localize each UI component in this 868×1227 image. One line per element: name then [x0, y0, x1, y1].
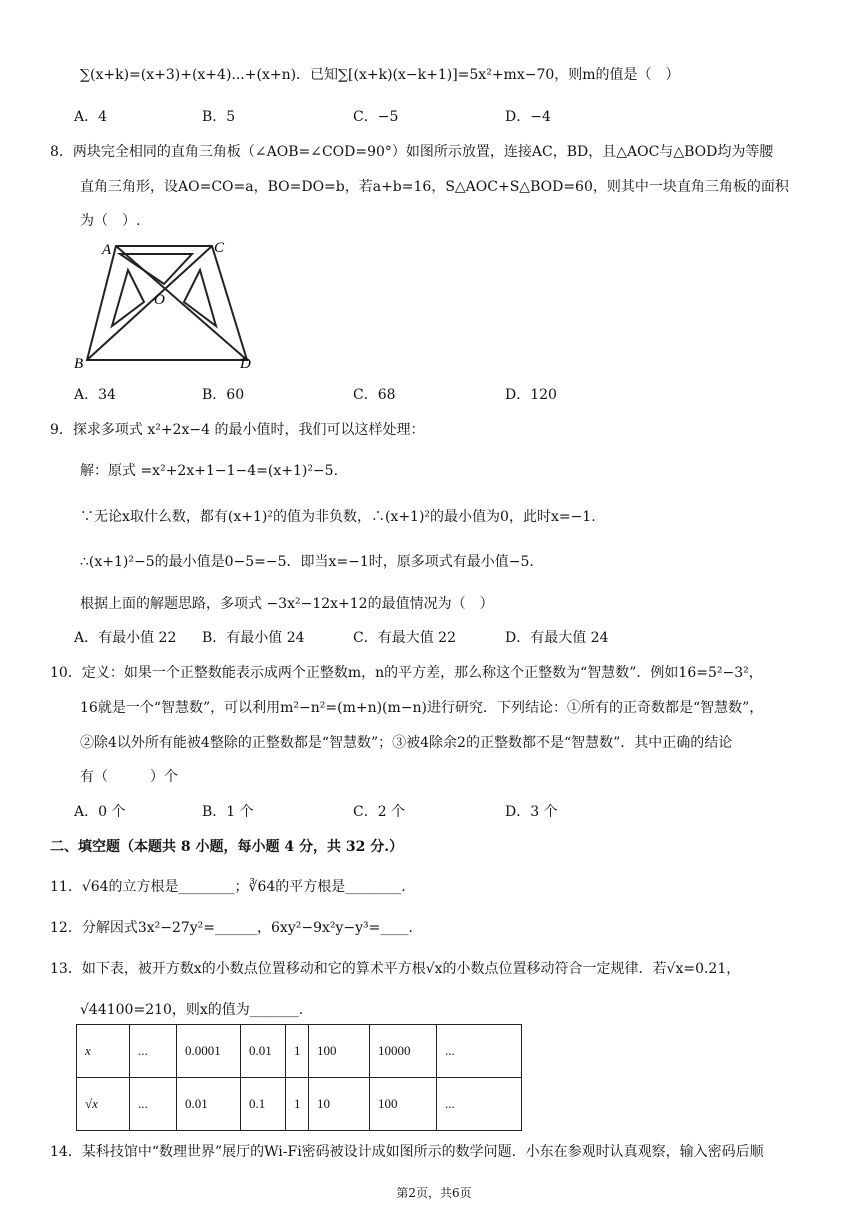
q8-option-b: B．60: [202, 387, 245, 403]
table-cell: 100: [309, 1025, 370, 1078]
q10-line2: 16就是一个“智慧数”，可以利用m²−n²=(m+n)(m−n)进行研究．下列结论：①所有的正奇数都是“智慧数”，: [80, 700, 764, 716]
table-cell: 100: [370, 1078, 437, 1131]
q8-figure: [72, 240, 262, 370]
table-cell: ...: [130, 1078, 177, 1131]
q8-line1: 8．两块完全相同的直角三角板（∠AOB=∠COD=90°）如图所示放置，连接AC，BD，且△AOC与△BOD均为等腰: [50, 144, 774, 160]
table-cell: 10000: [370, 1025, 437, 1078]
q13-line2: √44100=210，则x的值为_______.: [80, 1002, 304, 1018]
q10-option-c: C．2 个: [353, 804, 406, 820]
q10-line3: ②除4以外所有能被4整除的正整数都是“智慧数”；③被4除余2的正整数都不是“智慧数”．其中正确的结论: [80, 735, 733, 751]
figure-label-c: C: [214, 240, 225, 256]
table-row: [77, 1025, 522, 1078]
q12: 12．分解因式3x²−27y²=______，6xy²−9x²y−y³=____.: [50, 920, 413, 936]
q8-option-d: D．120: [505, 387, 557, 403]
q9-line4: ∴(x+1)²−5的最小值是0−5=−5．即当x=−1时，原多项式有最小值−5.: [80, 554, 534, 570]
q10-option-b: B．1 个: [202, 804, 254, 820]
table-cell: x: [77, 1025, 130, 1078]
q9-option-d: D．有最大值 24: [505, 630, 609, 646]
table-cell: 1: [286, 1078, 309, 1131]
q10-line1: 10．定义：如果一个正整数能表示成两个正整数m，n的平方差，那么称这个正整数为“智慧数”．例如16=5²−3²，: [50, 665, 763, 681]
table-cell: 0.0001: [177, 1025, 241, 1078]
table-cell: 10: [309, 1078, 370, 1131]
q7-stem: ∑(x+k)=(x+3)+(x+4)...+(x+n)．已知∑[(x+k)(x−k+1)]=5x²+mx−70，则m的值是（ ）: [80, 67, 680, 83]
table-cell: 0.01: [241, 1025, 286, 1078]
q10-option-d: D．3 个: [505, 804, 558, 820]
table-cell: ...: [437, 1025, 522, 1078]
q9-line1: 9．探求多项式 x²+2x−4 的最小值时，我们可以这样处理：: [50, 422, 425, 438]
figure-label-d: D: [240, 356, 251, 370]
q14: 14．某科技馆中“数理世界”展厅的Wi-Fi密码被设计成如图所示的数学问题．小东在参观时认真观察，输入密码后顺: [50, 1144, 764, 1160]
table-cell: ...: [130, 1025, 177, 1078]
table-cell: 0.1: [241, 1078, 286, 1131]
q13-table: [76, 1024, 522, 1131]
table-cell: ...: [437, 1078, 522, 1131]
q13-line1: 13．如下表，被开方数x的小数点位置移动和它的算术平方根√x的小数点位置移动符合一定规律．若√x=0.21，: [50, 961, 741, 977]
table-cell: 0.01: [177, 1078, 241, 1131]
q9-line3: ∵无论x取什么数，都有(x+1)²的值为非负数，∴(x+1)²的最小值为0，此时x=−1.: [80, 509, 596, 525]
q7-option-d: D．−4: [505, 109, 551, 125]
q8-line2: 直角三角形，设AO=CO=a，BO=DO=b，若a+b=16，S△AOC+S△BOD=60，则其中一块直角三角板的面积: [80, 179, 789, 195]
figure-label-o: O: [154, 292, 165, 308]
q7-option-a: A．4: [74, 109, 108, 125]
figure-label-b: B: [74, 356, 84, 370]
q9-line5: 根据上面的解题思路，多项式 −3x²−12x+12的最值情况为（ ）: [80, 596, 494, 612]
table-cell: 1: [286, 1025, 309, 1078]
q11: 11．√64的立方根是________；∛64的平方根是________.: [50, 879, 406, 895]
table-row: [77, 1078, 522, 1131]
q8-line3: 为（ ）.: [80, 213, 141, 229]
page-footer: 第2页，共6页: [396, 1186, 472, 1200]
q9-line2: 解：原式 =x²+2x+1−1−4=(x+1)²−5.: [80, 463, 339, 479]
q10-option-a: A．0 个: [74, 804, 126, 820]
q8-option-c: C．68: [353, 387, 396, 403]
q7-option-b: B．5: [202, 109, 236, 125]
q8-option-a: A．34: [74, 387, 116, 403]
q10-line4: 有（ ）个: [80, 769, 178, 785]
table-cell: √x: [77, 1078, 130, 1131]
figure-label-a: A: [102, 242, 112, 258]
section-heading-fill-blank: 二、填空题（本题共 8 小题，每小题 4 分，共 32 分.）: [50, 839, 404, 855]
q7-option-c: C．−5: [353, 109, 399, 125]
q9-option-a: A．有最小值 22: [74, 630, 177, 646]
q9-option-c: C．有最大值 22: [353, 630, 456, 646]
q9-option-b: B．有最小值 24: [202, 630, 305, 646]
